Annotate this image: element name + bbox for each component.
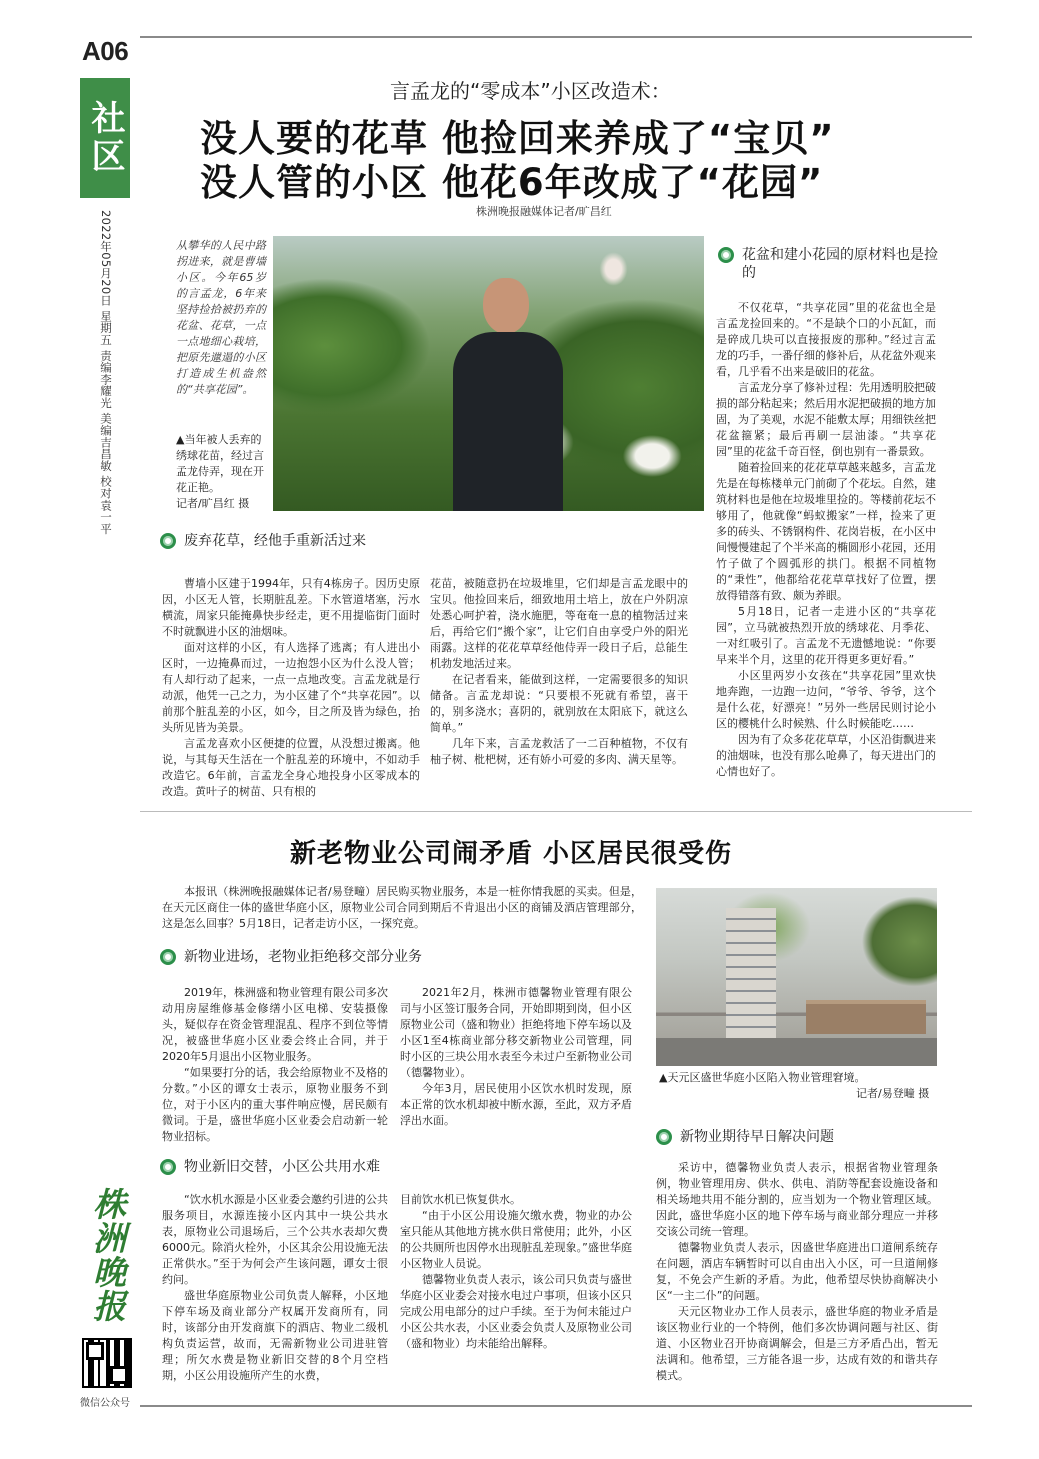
paragraph: 天元区物业办工作人员表示，盛世华庭的物业矛盾是该区物业行业的一个特例，他们多次协调问题与社区、街道、小区物业召开协商调解会，但是三方矛盾凸出，暂无法调和。他希望，三方能各退一步，达成有效的和谐共存模式。 bbox=[656, 1305, 938, 1382]
paragraph: 盛世华庭原物业公司负责人解释，小区地下停车场及商业部分产权属开发商所有，同时，该部分由开发商旗下的酒店、物业二级机构负责运营，故而，无需新物业公司进驻管理；所欠水费是物业新旧交替的8个月空档期，小区公用设施所产生的水费， bbox=[162, 1289, 388, 1382]
section-tab: 社区 bbox=[80, 78, 130, 198]
story2-subhead1-text: 新物业进场，老物业拒绝移交部分业务 bbox=[184, 949, 422, 965]
story2-column1 bbox=[162, 985, 388, 1145]
story2-photo-caption: ▲天元区盛世华庭小区陷入物业管理窘境。 bbox=[659, 1071, 866, 1084]
story1-photo-caption-text: ▲当年被人丢弃的绣球花苗，经过言孟龙侍弄，现在开花正艳。 bbox=[176, 433, 264, 494]
paragraph: 言孟龙分享了修补过程：先用透明胶把破损的部分粘起来；然后用水泥把破损的地方加固，为了美观，水泥不能敷太厚；用细铁丝把花盆箍紧；最后再刷一层油漆。“共享花园”里的花盆千奇百怪，倒也别有一番景致。 bbox=[716, 381, 936, 458]
road bbox=[656, 1038, 937, 1066]
story1-subhead1 bbox=[160, 532, 366, 550]
paragraph: 小区里两岁小女孩在“共享花园”里欢快地奔跑，一边跑一边问，“爷爷、爷爷，这个是什么花，好漂亮！”另外一些居民则讨论小区的樱桃什么时候熟、什么时候能吃…… bbox=[716, 669, 936, 730]
apartment-building bbox=[726, 908, 776, 1038]
paragraph: 面对这样的小区，有人选择了逃离；有人进出小区时，一边掩鼻而过，一边抱怨小区为什么没人管；有人却行动了起来，一点一点地改变。言孟龙就是行动派，他凭一己之力，为小区建了个“共享花园”。以前那个脏乱差的小区，如今，目之所及皆为绿色，抬头所见皆为美景。 bbox=[162, 641, 420, 734]
story2-subhead3 bbox=[656, 1128, 834, 1146]
page-number: A06 bbox=[82, 36, 129, 66]
story1-column3 bbox=[716, 300, 936, 780]
paragraph: 不仅花草，“共享花园”里的花盆也全是言孟龙捡回来的。“不是缺个口的小瓦缸，而是碎成几块可以直接报废的那种。”经过言孟龙的巧手，一番仔细的修补后，从花盆外观来看，几乎看不出来是破旧的花盆。 bbox=[716, 301, 936, 378]
paragraph: 在记者看来，能做到这样，一定需要很多的知识储备。言孟龙却说：“只要根不死就有希望，喜干的，别多浇水；喜阴的，就别放在太阳底下，就这么简单。” bbox=[430, 673, 688, 734]
qr-code-icon bbox=[82, 1338, 132, 1388]
story2-subhead1 bbox=[160, 948, 422, 966]
story2-column4 bbox=[400, 1192, 632, 1352]
paragraph: 2019年，株洲盛和物业管理有限公司多次动用房屋维修基金修缮小区电梯、安装摄像头，疑似存在资金管理混乱、程序不到位等情况，被盛世华庭小区业委会终止合同，并于2020年5月退出小区物业服务。 bbox=[162, 986, 388, 1063]
paragraph: 德馨物业负责人表示，因盛世华庭进出口道闸系统存在问题，酒店车辆暂时可以自由出入小区，可一旦道闸修复，不免会产生新的矛盾。为此，他希望尽快协商解决小区“一主二仆”的问题。 bbox=[656, 1241, 938, 1302]
paragraph: “由于小区公用设施欠缴水费，物业的办公室只能从其他地方挑水供日常使用；此外，小区的公共厕所也因停水出现脏乱差现象。”盛世华庭小区物业人员说。 bbox=[400, 1209, 632, 1270]
gardener-figure bbox=[453, 278, 563, 511]
story1-subhead2 bbox=[718, 246, 938, 282]
story-divider bbox=[140, 811, 972, 812]
paragraph: 随着捡回来的花花草草越来越多，言孟龙先是在每栋楼单元门前砌了个花坛。自然，建筑材料也是他在垃圾堆里捡的。等楼前花坛不够用了，他就像“蚂蚁搬家”一样，捡来了更多的砖头、不锈钢构件、花岗岩板，在小区中间慢慢建起了个半米高的椭圆形小花园，还用竹子做了个圆弧形的拱门。根据不同植物的“秉性”，他都给花花草草找好了位置，摆放得错落有致、颇为养眼。 bbox=[716, 461, 936, 602]
paragraph: 今年3月，居民使用小区饮水机时发现，原本正常的饮水机却被中断水源，至此，双方矛盾浮出水面。 bbox=[400, 1082, 632, 1127]
story2-column5 bbox=[656, 1160, 938, 1384]
story1-subhead1-text: 废弃花草，经他手重新活过来 bbox=[184, 533, 366, 549]
story1-headline-line1: 没人要的花草 他捡回来养成了“宝贝” bbox=[200, 117, 835, 160]
story2-column3 bbox=[162, 1192, 388, 1384]
paragraph: 曹墙小区建于1994年，只有4栋房子。因历史原因，小区无人管，长期脏乱差。下水管道堵塞，污水横流，周家只能掩鼻快步经走，更不用提临街门面时不时就飘进小区的油烟味。 bbox=[162, 577, 420, 638]
story2-headline: 新老物业公司闹矛盾 小区居民很受伤 bbox=[290, 839, 733, 869]
paragraph: 德馨物业负责人表示，该公司只负责与盛世华庭小区业委会对接水电过户事项，但该小区只完成公用电部分的过户手续。至于为何未能过户小区公共水表，小区业委会负责人及原物业公司（盛和物业）均未能给出解释。 bbox=[400, 1273, 632, 1350]
story2-photo-credit: 记者/易登疃 摄 bbox=[856, 1087, 930, 1100]
bullet-circle-icon bbox=[160, 533, 176, 549]
bottom-rule bbox=[140, 1405, 972, 1407]
hydrangea-photo bbox=[273, 236, 704, 511]
residential-compound-photo bbox=[656, 888, 937, 1066]
story2-subhead3-text: 新物业期待早日解决问题 bbox=[680, 1129, 834, 1145]
paragraph: 目前饮水机已恢复供水。 bbox=[400, 1193, 521, 1206]
paragraph: 几年下来，言孟龙救活了一二百种植物，不仅有柚子树、枇杷树，还有娇小可爱的多肉、满天星等。 bbox=[430, 737, 688, 766]
bullet-circle-icon bbox=[160, 1159, 176, 1175]
story2-intro bbox=[162, 884, 642, 932]
paragraph: 采访中，德馨物业负责人表示，根据省物业管理条例，物业管理用房、供水、供电、消防等配套设施设备和相关场地共用不能分割的，应当划为一个物业管理区域。因此，盛世华庭小区的地下停车场与商业部分理应一并移交该公司统一管理。 bbox=[656, 1161, 938, 1238]
bullet-circle-icon bbox=[718, 247, 734, 263]
story1-headline-line2: 没人管的小区 他花6年改成了“花园” bbox=[200, 161, 824, 204]
story2-subhead2-text: 物业新旧交替，小区公共用水难 bbox=[184, 1159, 380, 1175]
top-rule bbox=[140, 36, 972, 38]
story1-kicker: 言孟龙的“零成本”小区改造术： bbox=[390, 79, 671, 103]
newspaper-logo: 株洲晚报 bbox=[88, 1187, 127, 1323]
dateline: 2022年05月20日 星期五 责编李耀光 美编吉昌敏 校对袁一平 bbox=[99, 210, 113, 535]
story2-column2 bbox=[400, 985, 632, 1129]
story2-subhead2 bbox=[160, 1158, 380, 1176]
paragraph: 言孟龙喜欢小区便捷的位置，从没想过搬离。他说，与其每天生活在一个脏乱差的环境中，不如动手改造它。6年前，言孟龙全身心地投身小区零成本的改造。黄叶子的树苗、只有根的 bbox=[162, 737, 420, 798]
paragraph: “如果要打分的话，我会给原物业不及格的分数。”小区的谭女士表示，原物业服务不到位，对于小区内的重大事件响应慢，居民颇有微词。于是，盛世华庭小区业委会启动新一轮物业招标。 bbox=[162, 1066, 388, 1143]
story1-photo-caption bbox=[176, 432, 266, 512]
paragraph: 2021年2月，株洲市德馨物业管理有限公司与小区签订服务合同，开始即期到岗，但小区原物业公司（盛和物业）拒绝将地下停车场以及小区1至4栋商业部分移交新物业公司管理，同时小区的三块公用水表至今未过户至新物业公司（德馨物业）。 bbox=[400, 986, 632, 1079]
bullet-circle-icon bbox=[160, 949, 176, 965]
story1-column2 bbox=[430, 576, 688, 768]
bullet-circle-icon bbox=[656, 1129, 672, 1145]
paragraph: “饮水机水源是小区业委会邀约引进的公共服务项目，水源连接小区内其中一块公共水表，原物业公司退场后，三个公共水表却欠费6000元。除消火栓外，小区其余公用设施无法正常供水。”至于为何会产生该问题，谭女士很约问。 bbox=[162, 1193, 388, 1286]
story1-byline: 株洲晚报融媒体记者/旷昌红 bbox=[476, 205, 612, 218]
story1-subhead2-text: 花盆和建小花园的原材料也是捡的 bbox=[742, 247, 938, 281]
paragraph: 花苗，被随意扔在垃圾堆里，它们却是言孟龙眼中的宝贝。他捡回来后，细致地用土培上，放在户外阴凉处悉心呵护着，浇水施肥，等奄奄一息的植物活过来后，再给它们“搬个家”，让它们自由享受户外的阳光雨露。这样的花花草草经他侍弄一段日子后，总能生机勃发地活过来。 bbox=[430, 577, 688, 670]
story1-photo-credit: 记者/旷昌红 摄 bbox=[176, 497, 250, 510]
paragraph: 5月18日，记者一走进小区的“共享花园”，立马就被热烈开放的绣球花、月季花、一对红吸引了。言孟龙不无遗憾地说：“你要早来半个月，这里的花开得更多更好看。” bbox=[716, 605, 936, 666]
story1-lead: 从攀华的人民中路拐进来，就是曹墙小区。今年65岁的言孟龙，6年来坚持捡拾被扔弃的花盆、花草，一点一点地细心栽培，把原先邋遢的小区打造成生机盎然的“共享花园”。 bbox=[176, 239, 266, 396]
entrance-sign-wall bbox=[806, 1000, 926, 1034]
paragraph: 因为有了众多花花草草，小区沿街飘进来的油烟味，也没有那么呛鼻了，每天进出门的心情也好了。 bbox=[716, 733, 936, 778]
story1-column1 bbox=[162, 576, 420, 800]
qr-caption: 微信公众号 bbox=[80, 1398, 130, 1409]
paragraph: 本报讯（株洲晚报融媒体记者/易登疃）居民购买物业服务，本是一桩你情我愿的买卖。但是，在天元区商住一体的盛世华庭小区，原物业公司合同到期后不肯退出小区的商铺及酒店管理部分，这是怎么回事？5月18日，记者走访小区，一探究竟。 bbox=[162, 885, 642, 930]
